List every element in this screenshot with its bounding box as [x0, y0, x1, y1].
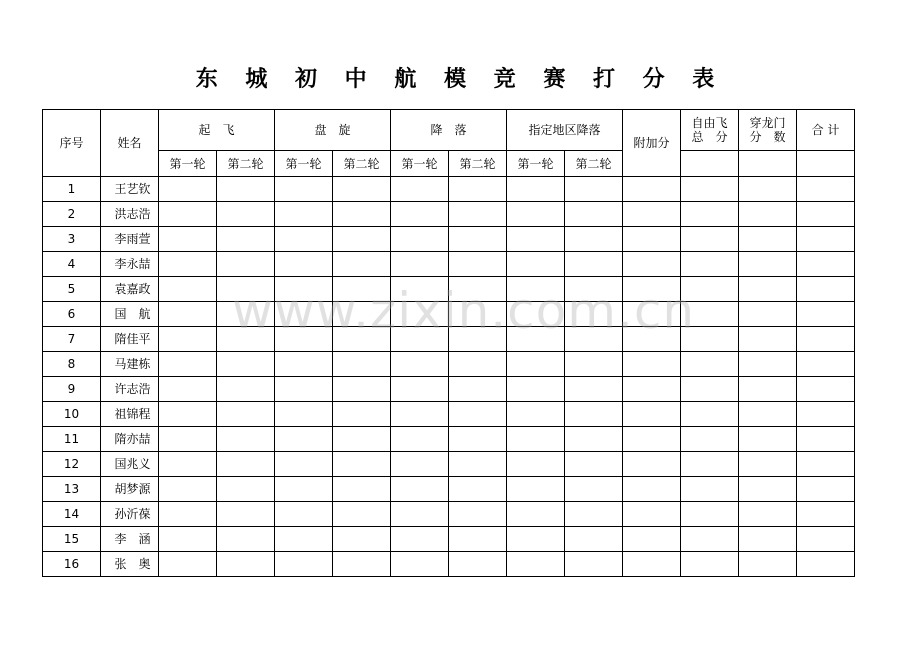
score-cell[interactable] — [565, 402, 623, 427]
row-name: 袁嘉政 — [101, 277, 159, 302]
table-row — [43, 427, 855, 452]
score-cell[interactable] — [681, 502, 739, 527]
score-cell[interactable] — [217, 352, 275, 377]
score-cell[interactable] — [739, 302, 797, 327]
header-circling: 盘 旋 — [275, 110, 391, 151]
score-cell[interactable] — [739, 277, 797, 302]
score-cell[interactable] — [449, 202, 507, 227]
row-name: 李永喆 — [101, 252, 159, 277]
score-cell[interactable] — [333, 402, 391, 427]
score-cell[interactable] — [275, 327, 333, 352]
header-free-flight-blank — [681, 151, 739, 177]
score-cell[interactable] — [739, 327, 797, 352]
score-cell[interactable] — [449, 302, 507, 327]
header-total-blank — [797, 151, 855, 177]
score-cell[interactable] — [681, 277, 739, 302]
table-row — [43, 252, 855, 277]
score-cell[interactable] — [507, 377, 565, 402]
score-cell[interactable] — [565, 427, 623, 452]
score-cell[interactable] — [681, 302, 739, 327]
score-cell[interactable] — [565, 477, 623, 502]
score-cell[interactable] — [797, 402, 855, 427]
score-cell[interactable] — [623, 502, 681, 527]
score-cell[interactable] — [159, 202, 217, 227]
table-row — [43, 277, 855, 302]
header-target-landing: 指定地区降落 — [507, 110, 623, 151]
table-row — [43, 327, 855, 352]
score-cell[interactable] — [275, 302, 333, 327]
header-row-top — [43, 110, 855, 151]
score-cell[interactable] — [797, 277, 855, 302]
score-cell[interactable] — [159, 252, 217, 277]
score-cell[interactable] — [565, 552, 623, 577]
score-cell[interactable] — [681, 452, 739, 477]
score-cell[interactable] — [507, 327, 565, 352]
score-cell[interactable] — [217, 177, 275, 202]
score-cell[interactable] — [449, 352, 507, 377]
score-cell[interactable] — [275, 277, 333, 302]
watermark: www.zixin.com.cn — [232, 282, 696, 340]
score-cell[interactable] — [507, 527, 565, 552]
header-dragon-gate-blank — [739, 151, 797, 177]
score-cell[interactable] — [623, 452, 681, 477]
row-index: 6 — [43, 302, 101, 327]
header-free-flight-line1: 自由飞 — [691, 116, 728, 130]
score-cell[interactable] — [797, 202, 855, 227]
score-table — [42, 109, 855, 577]
score-cell[interactable] — [275, 452, 333, 477]
score-cell[interactable] — [797, 302, 855, 327]
score-cell[interactable] — [681, 527, 739, 552]
score-cell[interactable] — [507, 502, 565, 527]
header-round: 第一轮 — [275, 151, 333, 177]
score-cell[interactable] — [391, 427, 449, 452]
table-row — [43, 302, 855, 327]
row-index: 1 — [43, 177, 101, 202]
row-name: 国 航 — [101, 302, 159, 327]
table-row — [43, 502, 855, 527]
score-cell[interactable] — [391, 377, 449, 402]
score-cell[interactable] — [217, 202, 275, 227]
table-row — [43, 227, 855, 252]
score-cell[interactable] — [739, 352, 797, 377]
score-cell[interactable] — [159, 352, 217, 377]
score-cell[interactable] — [275, 352, 333, 377]
score-cell[interactable] — [333, 227, 391, 252]
score-cell[interactable] — [217, 527, 275, 552]
score-cell[interactable] — [797, 502, 855, 527]
score-cell[interactable] — [565, 202, 623, 227]
score-cell[interactable] — [681, 252, 739, 277]
score-cell[interactable] — [159, 377, 217, 402]
score-cell[interactable] — [507, 252, 565, 277]
header-free-flight — [681, 110, 739, 151]
score-cell[interactable] — [333, 202, 391, 227]
header-free-flight-line2: 总 分 — [691, 130, 728, 144]
score-cell[interactable] — [507, 427, 565, 452]
score-cell[interactable] — [333, 302, 391, 327]
score-cell[interactable] — [623, 277, 681, 302]
score-cell[interactable] — [217, 402, 275, 427]
header-landing: 降 落 — [391, 110, 507, 151]
score-cell[interactable] — [217, 227, 275, 252]
score-cell[interactable] — [507, 227, 565, 252]
score-cell[interactable] — [159, 277, 217, 302]
score-cell[interactable] — [159, 427, 217, 452]
header-round: 第一轮 — [159, 151, 217, 177]
score-cell[interactable] — [333, 277, 391, 302]
score-cell[interactable] — [159, 527, 217, 552]
score-cell[interactable] — [333, 252, 391, 277]
score-cell[interactable] — [275, 227, 333, 252]
score-cell[interactable] — [333, 502, 391, 527]
row-index: 5 — [43, 277, 101, 302]
score-cell[interactable] — [275, 527, 333, 552]
score-cell[interactable] — [159, 177, 217, 202]
score-cell[interactable] — [507, 352, 565, 377]
header-round: 第二轮 — [333, 151, 391, 177]
score-cell[interactable] — [739, 552, 797, 577]
score-cell[interactable] — [449, 477, 507, 502]
row-name: 许志浩 — [101, 377, 159, 402]
table-row — [43, 552, 855, 577]
score-cell[interactable] — [797, 552, 855, 577]
score-cell[interactable] — [623, 227, 681, 252]
header-dragon-gate-line2: 分 数 — [749, 130, 786, 144]
score-cell[interactable] — [739, 427, 797, 452]
score-cell[interactable] — [565, 302, 623, 327]
score-cell[interactable] — [623, 427, 681, 452]
row-index: 11 — [43, 427, 101, 452]
row-name: 李雨萱 — [101, 227, 159, 252]
score-cell[interactable] — [275, 552, 333, 577]
score-cell[interactable] — [217, 377, 275, 402]
score-cell[interactable] — [449, 227, 507, 252]
score-cell[interactable] — [507, 452, 565, 477]
row-name: 隋亦喆 — [101, 427, 159, 452]
score-cell[interactable] — [681, 402, 739, 427]
score-cell[interactable] — [333, 427, 391, 452]
row-name: 祖锦程 — [101, 402, 159, 427]
score-cell[interactable] — [739, 402, 797, 427]
header-dragon-gate-line1: 穿龙门 — [749, 116, 786, 130]
score-cell[interactable] — [449, 402, 507, 427]
row-index: 9 — [43, 377, 101, 402]
score-cell[interactable] — [449, 427, 507, 452]
row-name: 国兆义 — [101, 452, 159, 477]
score-cell[interactable] — [159, 227, 217, 252]
score-cell[interactable] — [507, 552, 565, 577]
score-cell[interactable] — [449, 377, 507, 402]
score-cell[interactable] — [681, 552, 739, 577]
score-cell[interactable] — [565, 527, 623, 552]
header-total: 合 计 — [797, 110, 855, 151]
score-cell[interactable] — [275, 402, 333, 427]
row-name: 李 涵 — [101, 527, 159, 552]
header-row-rounds — [43, 151, 855, 177]
header-name: 姓名 — [101, 110, 159, 177]
score-cell[interactable] — [739, 227, 797, 252]
score-cell[interactable] — [507, 277, 565, 302]
header-dragon-gate — [739, 110, 797, 151]
score-cell[interactable] — [623, 352, 681, 377]
score-cell[interactable] — [797, 327, 855, 352]
score-cell[interactable] — [681, 477, 739, 502]
score-cell[interactable] — [217, 477, 275, 502]
table-row — [43, 402, 855, 427]
score-cell[interactable] — [797, 177, 855, 202]
score-cell[interactable] — [565, 252, 623, 277]
score-cell[interactable] — [159, 452, 217, 477]
score-cell[interactable] — [681, 327, 739, 352]
score-cell[interactable] — [275, 477, 333, 502]
score-cell[interactable] — [449, 252, 507, 277]
score-cell[interactable] — [623, 202, 681, 227]
row-index: 8 — [43, 352, 101, 377]
row-name: 王艺钦 — [101, 177, 159, 202]
score-cell[interactable] — [623, 327, 681, 352]
score-cell[interactable] — [391, 552, 449, 577]
score-cell[interactable] — [507, 477, 565, 502]
score-cell[interactable] — [797, 477, 855, 502]
score-cell[interactable] — [391, 502, 449, 527]
score-cell[interactable] — [449, 527, 507, 552]
score-cell[interactable] — [623, 252, 681, 277]
score-cell[interactable] — [217, 302, 275, 327]
score-cell[interactable] — [333, 527, 391, 552]
score-cell[interactable] — [623, 552, 681, 577]
score-cell[interactable] — [565, 327, 623, 352]
score-cell[interactable] — [217, 452, 275, 477]
score-cell[interactable] — [159, 302, 217, 327]
score-cell[interactable] — [681, 427, 739, 452]
score-cell[interactable] — [623, 402, 681, 427]
row-name: 张 奥 — [101, 552, 159, 577]
table-row — [43, 202, 855, 227]
score-cell[interactable] — [797, 527, 855, 552]
score-cell[interactable] — [275, 377, 333, 402]
score-cell[interactable] — [623, 377, 681, 402]
score-cell[interactable] — [333, 327, 391, 352]
score-cell[interactable] — [507, 202, 565, 227]
score-cell[interactable] — [565, 277, 623, 302]
row-index: 14 — [43, 502, 101, 527]
table-row — [43, 452, 855, 477]
score-cell[interactable] — [507, 402, 565, 427]
row-index: 3 — [43, 227, 101, 252]
score-cell[interactable] — [159, 502, 217, 527]
score-cell[interactable] — [391, 277, 449, 302]
score-cell[interactable] — [739, 252, 797, 277]
score-cell[interactable] — [391, 202, 449, 227]
row-index: 10 — [43, 402, 101, 427]
header-round: 第二轮 — [217, 151, 275, 177]
score-cell[interactable] — [565, 452, 623, 477]
row-index: 2 — [43, 202, 101, 227]
score-cell[interactable] — [449, 502, 507, 527]
score-cell[interactable] — [565, 377, 623, 402]
score-cell[interactable] — [275, 502, 333, 527]
header-round: 第一轮 — [507, 151, 565, 177]
score-cell[interactable] — [565, 502, 623, 527]
score-cell[interactable] — [797, 377, 855, 402]
score-cell[interactable] — [739, 202, 797, 227]
score-cell[interactable] — [333, 452, 391, 477]
score-cell[interactable] — [333, 552, 391, 577]
score-cell[interactable] — [217, 252, 275, 277]
score-cell[interactable] — [275, 252, 333, 277]
score-cell[interactable] — [565, 352, 623, 377]
row-index: 13 — [43, 477, 101, 502]
score-cell[interactable] — [739, 452, 797, 477]
score-cell[interactable] — [217, 502, 275, 527]
score-cell[interactable] — [449, 177, 507, 202]
score-cell[interactable] — [797, 427, 855, 452]
score-cell[interactable] — [217, 552, 275, 577]
row-index: 12 — [43, 452, 101, 477]
score-cell[interactable] — [449, 327, 507, 352]
score-cell[interactable] — [507, 177, 565, 202]
row-name: 隋佳平 — [101, 327, 159, 352]
score-cell[interactable] — [739, 502, 797, 527]
score-cell[interactable] — [797, 252, 855, 277]
row-name: 洪志浩 — [101, 202, 159, 227]
score-cell[interactable] — [681, 202, 739, 227]
score-cell[interactable] — [391, 477, 449, 502]
score-cell[interactable] — [681, 227, 739, 252]
score-cell[interactable] — [217, 427, 275, 452]
score-cell[interactable] — [391, 227, 449, 252]
score-cell[interactable] — [333, 377, 391, 402]
score-cell[interactable] — [739, 527, 797, 552]
score-cell[interactable] — [797, 227, 855, 252]
score-cell[interactable] — [275, 427, 333, 452]
score-cell[interactable] — [159, 402, 217, 427]
score-cell[interactable] — [681, 177, 739, 202]
header-extra: 附加分 — [623, 110, 681, 177]
score-cell[interactable] — [797, 352, 855, 377]
score-cell[interactable] — [391, 327, 449, 352]
header-round: 第一轮 — [391, 151, 449, 177]
score-cell[interactable] — [159, 477, 217, 502]
row-name: 马建栋 — [101, 352, 159, 377]
score-cell[interactable] — [623, 302, 681, 327]
row-index: 4 — [43, 252, 101, 277]
score-cell[interactable] — [159, 552, 217, 577]
score-cell[interactable] — [449, 277, 507, 302]
score-cell[interactable] — [391, 452, 449, 477]
score-cell[interactable] — [681, 352, 739, 377]
score-cell[interactable] — [275, 177, 333, 202]
score-cell[interactable] — [391, 302, 449, 327]
row-name: 孙沂葆 — [101, 502, 159, 527]
row-index: 7 — [43, 327, 101, 352]
score-cell[interactable] — [333, 177, 391, 202]
score-cell[interactable] — [391, 527, 449, 552]
table-row — [43, 352, 855, 377]
row-index: 15 — [43, 527, 101, 552]
score-cell[interactable] — [565, 177, 623, 202]
score-cell[interactable] — [217, 277, 275, 302]
score-cell[interactable] — [623, 527, 681, 552]
score-cell[interactable] — [565, 227, 623, 252]
score-cell[interactable] — [333, 477, 391, 502]
score-cell[interactable] — [217, 327, 275, 352]
score-cell[interactable] — [391, 402, 449, 427]
table-row — [43, 527, 855, 552]
row-index: 16 — [43, 552, 101, 577]
score-cell[interactable] — [159, 327, 217, 352]
score-cell[interactable] — [391, 352, 449, 377]
score-cell[interactable] — [623, 477, 681, 502]
score-cell[interactable] — [333, 352, 391, 377]
score-cell[interactable] — [275, 202, 333, 227]
table-row — [43, 377, 855, 402]
header-round: 第二轮 — [449, 151, 507, 177]
score-cell[interactable] — [739, 177, 797, 202]
header-round: 第二轮 — [565, 151, 623, 177]
score-cell[interactable] — [507, 302, 565, 327]
score-cell[interactable] — [391, 252, 449, 277]
score-cell[interactable] — [623, 177, 681, 202]
score-cell[interactable] — [449, 452, 507, 477]
header-takeoff: 起 飞 — [159, 110, 275, 151]
table-row — [43, 477, 855, 502]
header-index: 序号 — [43, 110, 101, 177]
page-title: 东 城 初 中 航 模 竞 赛 打 分 表 — [195, 67, 725, 92]
score-cell[interactable] — [391, 177, 449, 202]
row-name: 胡梦源 — [101, 477, 159, 502]
score-cell[interactable] — [739, 377, 797, 402]
score-cell[interactable] — [739, 477, 797, 502]
score-cell[interactable] — [681, 377, 739, 402]
table-row — [43, 177, 855, 202]
score-cell[interactable] — [449, 552, 507, 577]
score-cell[interactable] — [797, 452, 855, 477]
